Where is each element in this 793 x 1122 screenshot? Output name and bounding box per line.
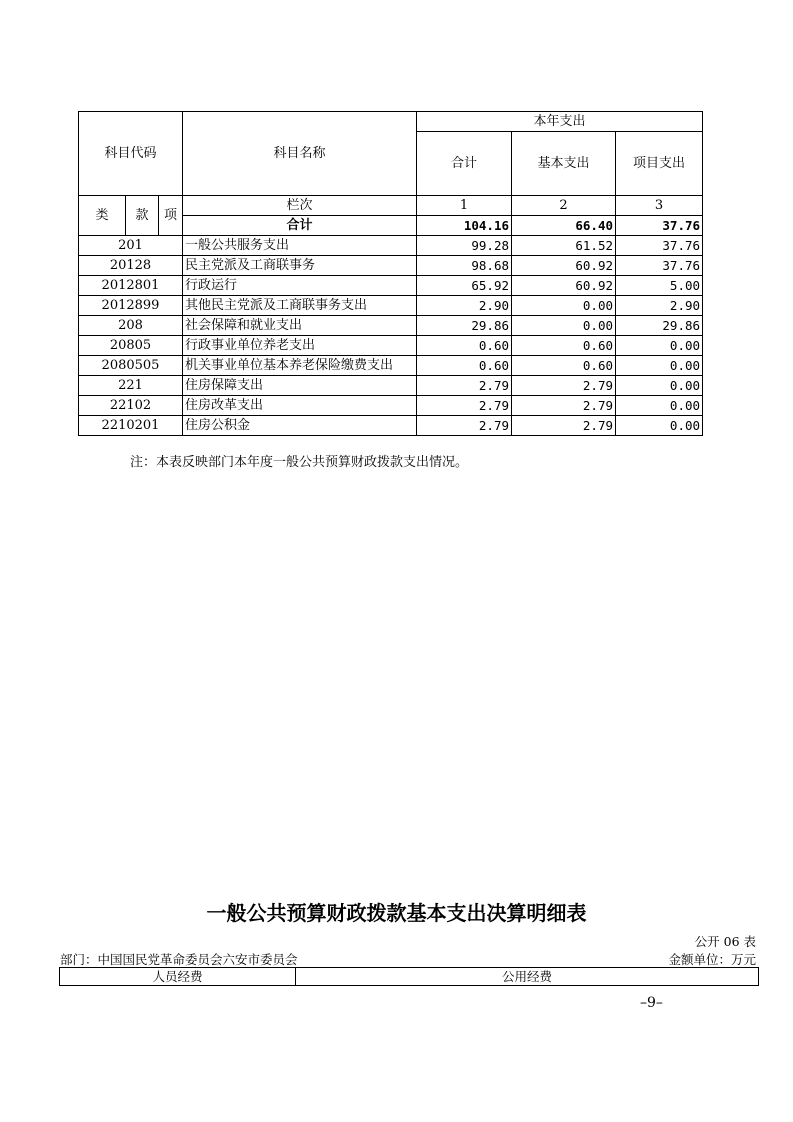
row-total: 0.60 — [417, 356, 512, 376]
header-name: 科目名称 — [183, 112, 417, 196]
header-total: 合计 — [417, 132, 512, 196]
row-code: 2210201 — [79, 416, 183, 436]
expenditure-table — [78, 111, 703, 436]
row-code: 2012801 — [79, 276, 183, 296]
table-row — [79, 416, 703, 436]
row-code: 201 — [79, 236, 183, 256]
row-name: 社会保障和就业支出 — [183, 316, 417, 336]
table-row — [79, 356, 703, 376]
header-project: 项目支出 — [616, 132, 703, 196]
row-basic: 2.79 — [512, 396, 616, 416]
header-basic: 基本支出 — [512, 132, 616, 196]
row-project: 0.00 — [616, 416, 703, 436]
amount-unit: 金额单位：万元 — [668, 952, 756, 967]
row-basic: 60.92 — [512, 256, 616, 276]
row-basic: 0.60 — [512, 356, 616, 376]
row-basic: 2.79 — [512, 376, 616, 396]
table-note: 注：本表反映部门本年度一般公共预算财政拨款支出情况。 — [130, 455, 469, 470]
total-row-basic: 66.40 — [512, 216, 616, 236]
table-row — [79, 376, 703, 396]
row-name: 行政事业单位养老支出 — [183, 336, 417, 356]
total-row-label: 合计 — [183, 216, 417, 236]
second-table-title: 一般公共预算财政拨款基本支出决算明细表 — [206, 901, 587, 925]
row-total: 2.79 — [417, 396, 512, 416]
row-name: 住房改革支出 — [183, 396, 417, 416]
row-name: 民主党派及工商联事务 — [183, 256, 417, 276]
row-basic: 2.79 — [512, 416, 616, 436]
table-row — [79, 316, 703, 336]
row-name: 其他民主党派及工商联事务支出 — [183, 296, 417, 316]
table-row — [79, 236, 703, 256]
row-project: 2.90 — [616, 296, 703, 316]
row-project: 0.00 — [616, 336, 703, 356]
row-total: 99.28 — [417, 236, 512, 256]
table-row — [79, 296, 703, 316]
basic-expenditure-table — [59, 967, 759, 986]
row-project: 5.00 — [616, 276, 703, 296]
row-basic: 0.00 — [512, 296, 616, 316]
col-number-3: 3 — [616, 196, 703, 216]
row-total: 98.68 — [417, 256, 512, 276]
row-code: 22102 — [79, 396, 183, 416]
row-code: 20805 — [79, 336, 183, 356]
row-basic: 60.92 — [512, 276, 616, 296]
row-project: 0.00 — [616, 376, 703, 396]
row-name: 住房保障支出 — [183, 376, 417, 396]
department-label: 部门：中国国民党革命委员会六安市委员会 — [60, 952, 298, 967]
row-total: 2.79 — [417, 416, 512, 436]
row-project: 0.00 — [616, 396, 703, 416]
header-xiang: 项 — [159, 196, 183, 236]
page-number: –9– — [640, 995, 663, 1011]
row-name: 行政运行 — [183, 276, 417, 296]
row-basic: 0.00 — [512, 316, 616, 336]
row-project: 0.00 — [616, 356, 703, 376]
table-row — [79, 336, 703, 356]
col-number-1: 1 — [417, 196, 512, 216]
header-lei: 类 — [79, 196, 126, 236]
header-personnel: 人员经费 — [60, 968, 296, 986]
header-group: 本年支出 — [417, 112, 703, 132]
row-name: 一般公共服务支出 — [183, 236, 417, 256]
row-total: 29.86 — [417, 316, 512, 336]
header-code: 科目代码 — [79, 112, 183, 196]
row-name: 机关事业单位基本养老保险缴费支出 — [183, 356, 417, 376]
row-basic: 61.52 — [512, 236, 616, 256]
table-row — [79, 276, 703, 296]
total-row-total: 104.16 — [417, 216, 512, 236]
row-code: 208 — [79, 316, 183, 336]
col-number-2: 2 — [512, 196, 616, 216]
row-code: 20128 — [79, 256, 183, 276]
row-project: 29.86 — [616, 316, 703, 336]
row-basic: 0.60 — [512, 336, 616, 356]
row-total: 65.92 — [417, 276, 512, 296]
table-row — [79, 396, 703, 416]
header-public: 公用经费 — [296, 968, 759, 986]
row-total: 0.60 — [417, 336, 512, 356]
header-lanci: 栏次 — [183, 196, 417, 216]
header-kuan: 款 — [126, 196, 159, 236]
table-row — [79, 256, 703, 276]
row-project: 37.76 — [616, 236, 703, 256]
table-number: 公开 06 表 — [694, 934, 756, 949]
row-name: 住房公积金 — [183, 416, 417, 436]
row-code: 2080505 — [79, 356, 183, 376]
total-row-project: 37.76 — [616, 216, 703, 236]
row-project: 37.76 — [616, 256, 703, 276]
row-total: 2.90 — [417, 296, 512, 316]
row-total: 2.79 — [417, 376, 512, 396]
row-code: 221 — [79, 376, 183, 396]
row-code: 2012899 — [79, 296, 183, 316]
